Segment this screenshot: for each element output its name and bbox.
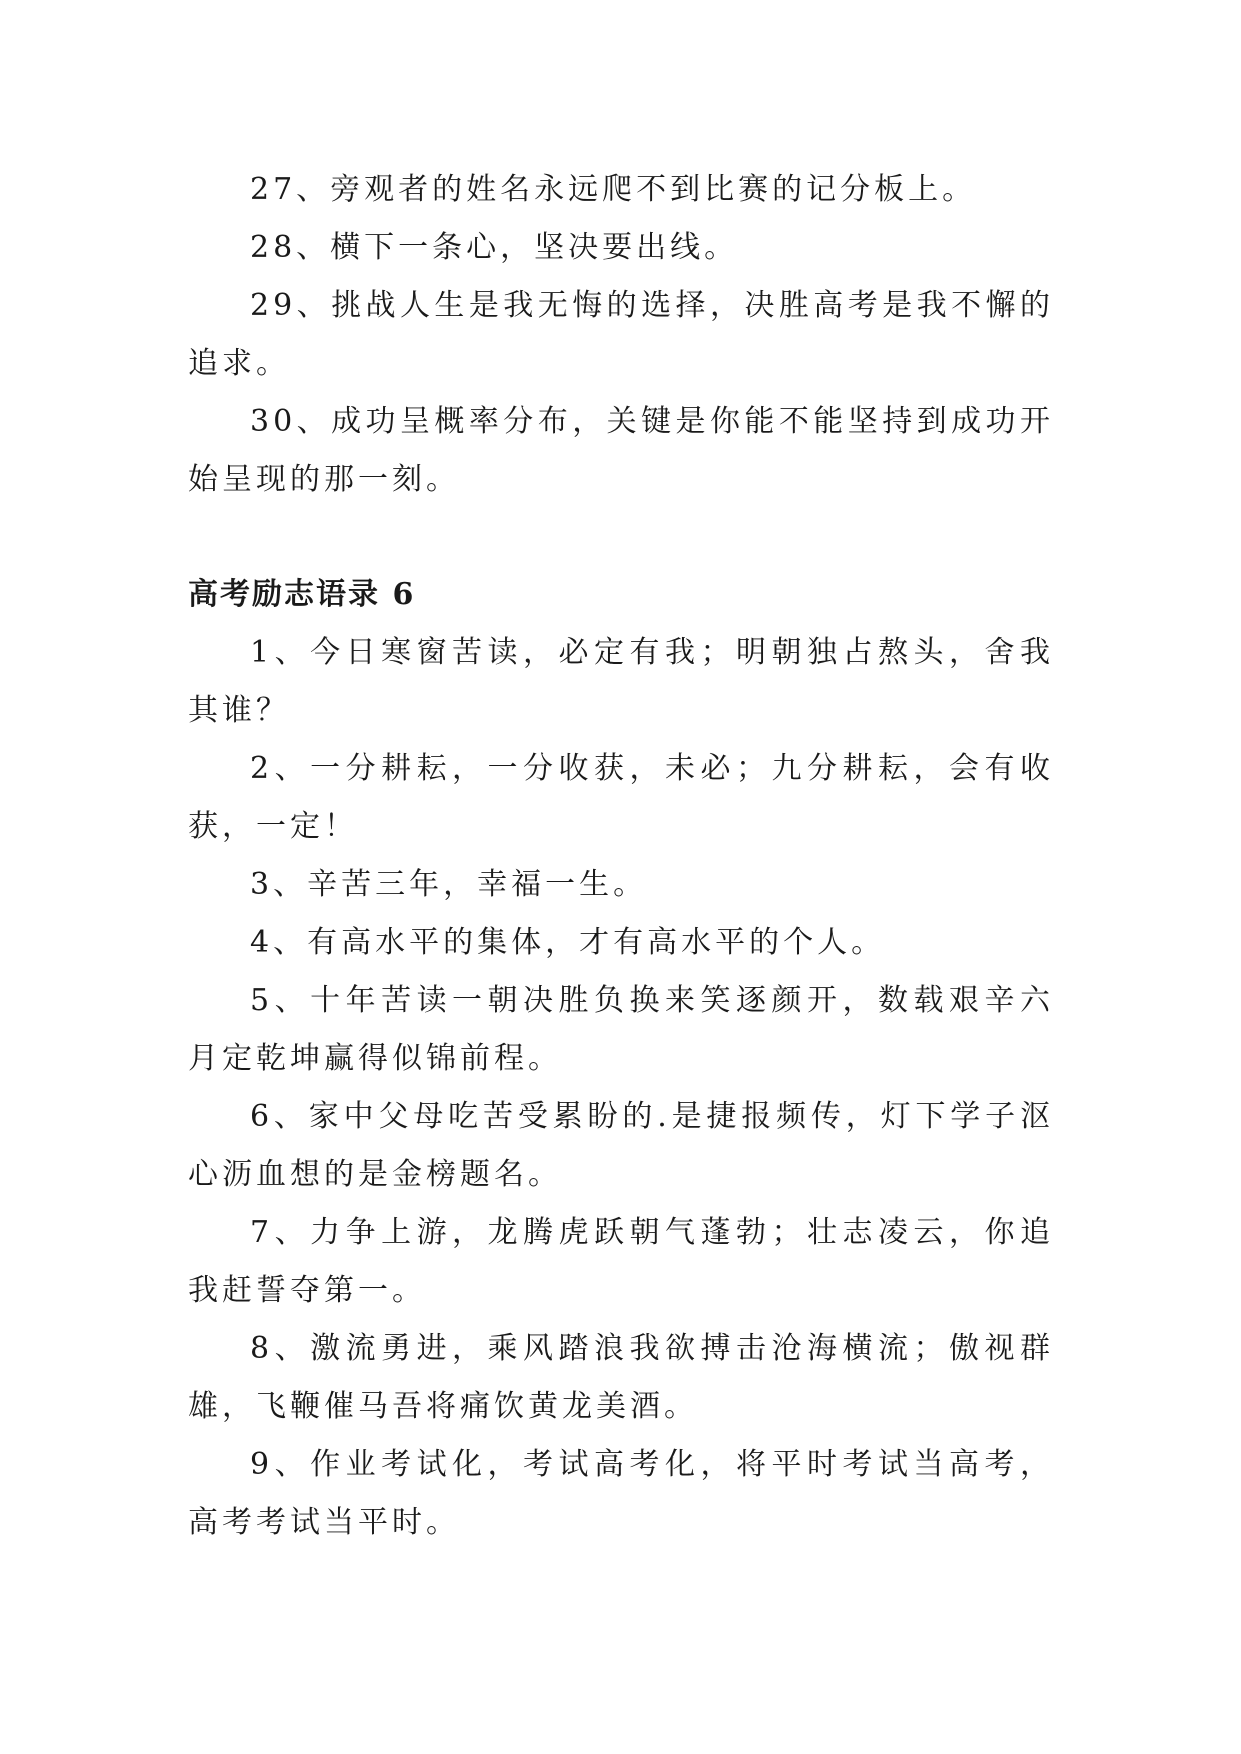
quote-item-7: 7、力争上游，龙腾虎跃朝气蓬勃；壮志凌云，你追我赶誓夺第一。 — [188, 1215, 1054, 1308]
quote-item-4: 4、有高水平的集体，才有高水平的个人。 — [250, 925, 886, 960]
quote-item-27: 27、旁观者的姓名永远爬不到比赛的记分板上。 — [250, 172, 977, 207]
quote-item-8: 8、激流勇进，乘风踏浪我欲搏击沧海横流；傲视群雄，飞鞭催马吾将痛饮黄龙美酒。 — [188, 1331, 1054, 1424]
quote-item-30: 30、成功呈概率分布，关键是你能不能坚持到成功开始呈现的那一刻。 — [188, 404, 1054, 497]
quote-item-3: 3、辛苦三年，幸福一生。 — [250, 867, 648, 902]
quote-item-6: 6、家中父母吃苦受累盼的.是捷报频传，灯下学子沤心沥血想的是金榜题名。 — [188, 1099, 1054, 1192]
section-heading: 高考励志语录 6 — [188, 577, 416, 612]
quote-item-5: 5、十年苦读一朝决胜负换来笑逐颜开，数载艰辛六月定乾坤赢得似锦前程。 — [188, 983, 1054, 1076]
quote-item-29: 29、挑战人生是我无悔的选择，决胜高考是我不懈的追求。 — [188, 288, 1054, 381]
quote-item-2: 2、一分耕耘，一分收获，未必；九分耕耘，会有收获，一定！ — [188, 751, 1054, 844]
quote-item-28: 28、横下一条心，坚决要出线。 — [250, 230, 739, 265]
quote-item-9: 9、作业考试化，考试高考化，将平时考试当高考，高考考试当平时。 — [188, 1447, 1054, 1540]
quote-item-1: 1、今日寒窗苦读，必定有我；明朝独占熬头，舍我其谁？ — [188, 635, 1054, 728]
quotes-continued-section — [188, 161, 1054, 509]
quotes-section-6 — [188, 566, 1054, 1552]
